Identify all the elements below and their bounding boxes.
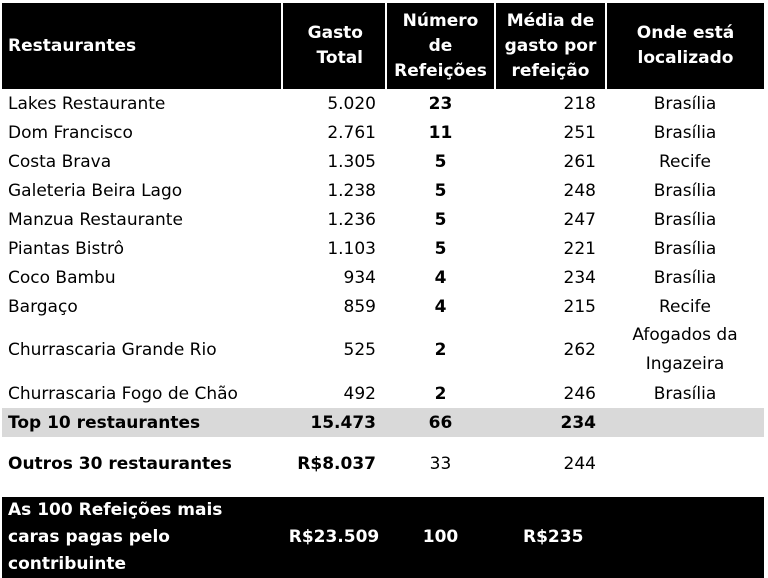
table-row — [2, 234, 764, 263]
top10-location-empty — [606, 408, 764, 437]
table-row — [2, 379, 764, 408]
total-spent: 1.103 — [327, 238, 376, 259]
table-row — [2, 118, 764, 147]
header-total-spent: Gasto Total — [282, 3, 386, 89]
table-row — [2, 176, 764, 205]
total-spent: 934 — [343, 267, 376, 288]
spacer — [2, 485, 764, 497]
table-header — [2, 3, 764, 89]
top10-label: Top 10 restaurantes — [2, 408, 282, 437]
table-row — [2, 292, 764, 321]
grand-total-location-empty — [606, 497, 764, 578]
avg-per-meal: 234 — [563, 267, 596, 288]
top10-total: 15.473 — [282, 408, 386, 437]
grand-total-row — [2, 497, 764, 578]
others-location-empty — [606, 443, 764, 485]
total-spent: 859 — [343, 296, 376, 317]
top10-avg: 234 — [495, 408, 606, 437]
restaurant-name: Costa Brava — [8, 151, 112, 172]
meal-count: 23 — [428, 93, 453, 114]
location: Afogados da Ingazeira — [632, 325, 738, 374]
header-location: Onde está localizado — [606, 3, 764, 89]
header-row — [2, 3, 764, 89]
meal-count: 5 — [434, 238, 447, 259]
restaurant-name: Bargaço — [8, 296, 78, 317]
meal-count: 11 — [428, 122, 453, 143]
table-row — [2, 321, 764, 379]
restaurant-spending-table — [2, 3, 764, 578]
avg-per-meal: 218 — [563, 93, 596, 114]
meal-count: 4 — [434, 267, 447, 288]
others-meals: 33 — [429, 454, 452, 474]
grand-total-avg: R$235 — [495, 497, 606, 578]
restaurant-name: Lakes Restaurante — [8, 93, 166, 114]
location: Brasília — [653, 122, 717, 143]
restaurant-name: Churrascaria Grande Rio — [8, 340, 217, 360]
header-meal-count: Número de Refeições — [386, 3, 495, 89]
location: Recife — [658, 151, 712, 172]
header-avg-per-meal: Média de gasto por refeição — [495, 3, 606, 89]
location: Brasília — [653, 93, 717, 114]
avg-per-meal: 262 — [563, 340, 596, 360]
avg-per-meal: 221 — [563, 238, 596, 259]
table-row — [2, 89, 764, 118]
table-row — [2, 147, 764, 176]
others-label: Outros 30 restaurantes — [8, 454, 232, 474]
restaurant-name: Galeteria Beira Lago — [8, 180, 183, 201]
avg-per-meal: 215 — [563, 296, 596, 317]
meal-count: 4 — [434, 296, 447, 317]
restaurant-name: Coco Bambu — [8, 267, 116, 288]
total-spent: 1.238 — [327, 180, 376, 201]
avg-per-meal: 248 — [563, 180, 596, 201]
others-avg: 244 — [563, 454, 596, 474]
avg-per-meal: 247 — [563, 209, 596, 230]
others-total: R$8.037 — [297, 454, 376, 474]
total-spent: 2.761 — [327, 122, 376, 143]
meal-count: 5 — [434, 209, 447, 230]
restaurant-name: Churrascaria Fogo de Chão — [8, 383, 238, 404]
restaurant-name: Piantas Bistrô — [8, 238, 125, 259]
meal-count: 2 — [434, 340, 447, 360]
total-spent: 1.236 — [327, 209, 376, 230]
table-row — [2, 205, 764, 234]
total-spent: 525 — [343, 340, 376, 360]
top10-meals: 66 — [386, 408, 495, 437]
avg-per-meal: 261 — [563, 151, 596, 172]
location: Brasília — [653, 238, 717, 259]
total-spent: 1.305 — [327, 151, 376, 172]
grand-total-meals: 100 — [386, 497, 495, 578]
location: Brasília — [653, 180, 717, 201]
others-summary-row — [2, 443, 764, 485]
spacer-row — [2, 485, 764, 497]
total-spent: 492 — [343, 383, 376, 404]
avg-per-meal: 251 — [563, 122, 596, 143]
restaurant-name: Manzua Restaurante — [8, 209, 183, 230]
location: Brasília — [653, 267, 717, 288]
top10-summary-row — [2, 408, 764, 437]
meal-count: 2 — [434, 383, 447, 404]
table-row — [2, 263, 764, 292]
header-restaurants: Restaurantes — [2, 3, 282, 89]
meal-count: 5 — [434, 151, 447, 172]
location: Recife — [658, 296, 712, 317]
location: Brasília — [653, 209, 717, 230]
restaurant-name: Dom Francisco — [8, 122, 133, 143]
grand-total-spent: R$23.509 — [282, 497, 386, 578]
location: Brasília — [653, 383, 717, 404]
table-body — [2, 89, 764, 578]
grand-total-label: As 100 Refeições mais caras pagas pelo contribuinte — [2, 497, 282, 578]
avg-per-meal: 246 — [563, 383, 596, 404]
total-spent: 5.020 — [327, 93, 376, 114]
meal-count: 5 — [434, 180, 447, 201]
